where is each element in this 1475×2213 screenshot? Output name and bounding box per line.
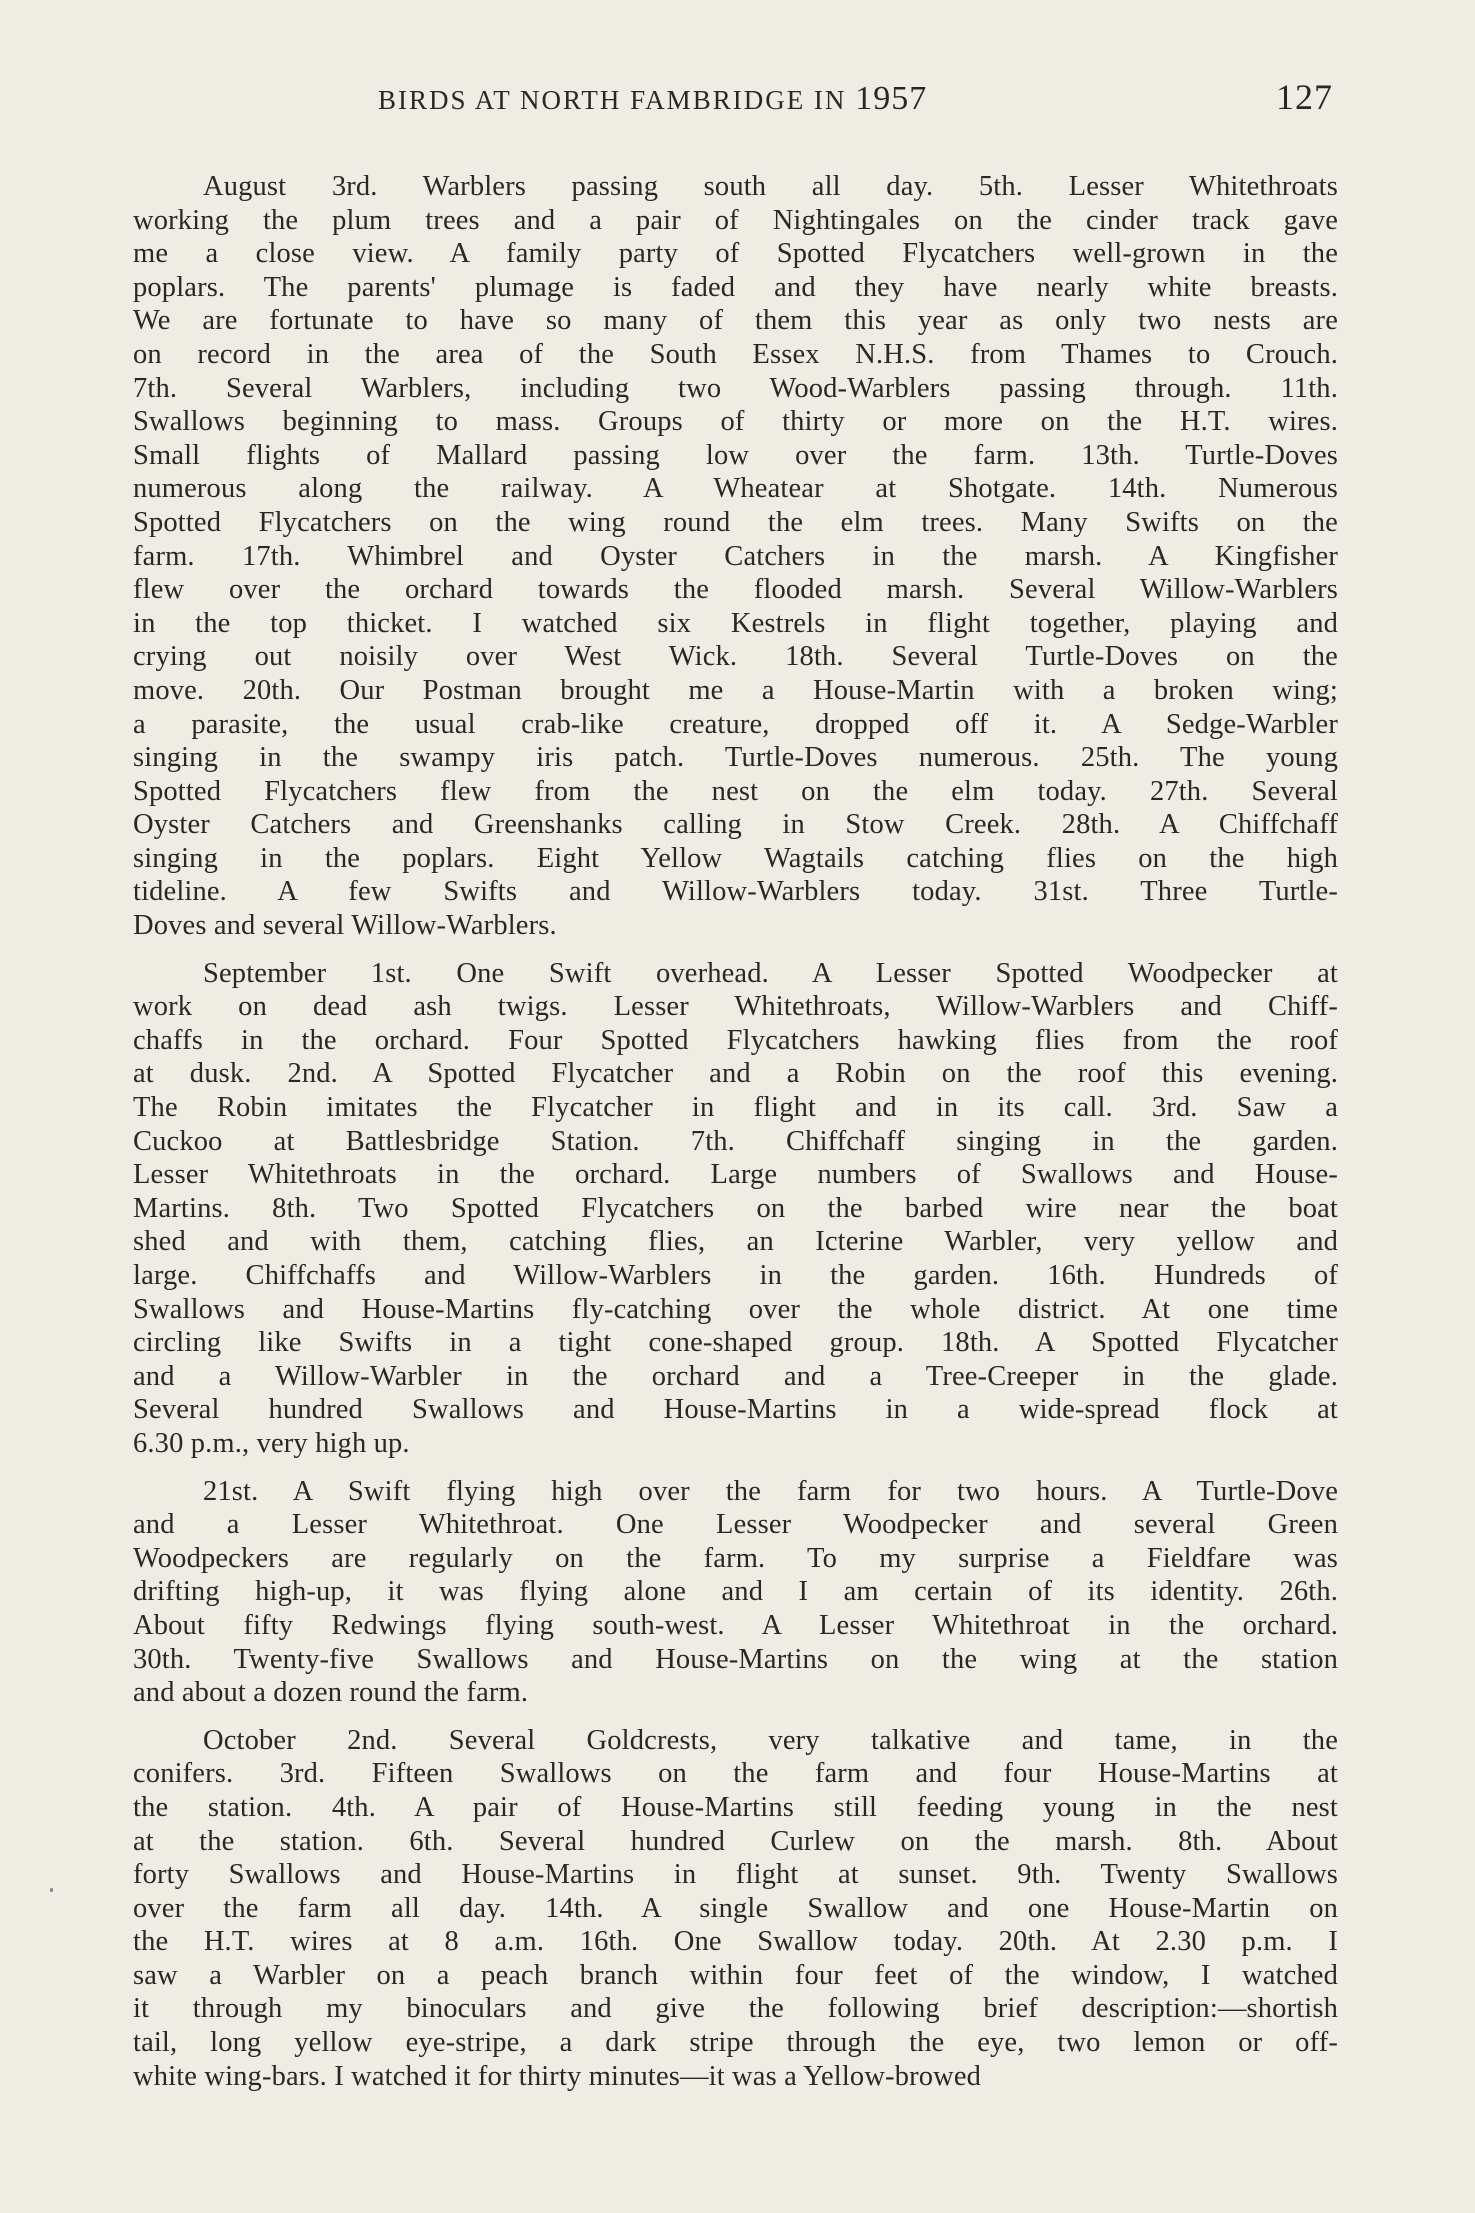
text-line: drifting high-up, it was flying alone and I am certain of its identity. 26th. — [133, 1576, 1338, 1608]
text-line: the station. 4th. A pair of House-Martins still feeding young in the nest — [133, 1791, 1338, 1823]
text-line: tideline. A few Swifts and Willow-Warblers today. 31st. Three Turtle- — [133, 876, 1338, 908]
body-text — [133, 170, 1338, 2107]
text-line: 7th. Several Warblers, including two Wood-Warblers passing through. 11th. — [133, 372, 1338, 404]
text-line: crying out noisily over West Wick. 18th. Several Turtle-Doves on the — [133, 641, 1338, 673]
text-line: September 1st. One Swift overhead. A Lesser Spotted Woodpecker at — [203, 957, 1338, 989]
text-line: move. 20th. Our Postman brought me a House-Martin with a broken wing; — [133, 674, 1338, 706]
text-line: Martins. 8th. Two Spotted Flycatchers on the barbed wire near the boat — [133, 1192, 1338, 1224]
text-line: over the farm all day. 14th. A single Swallow and one House-Martin on — [133, 1892, 1338, 1924]
text-line: numerous along the railway. A Wheatear at Shotgate. 14th. Numerous — [133, 473, 1338, 505]
text-line: singing in the swampy iris patch. Turtle-Doves numerous. 25th. The young — [133, 742, 1338, 774]
text-line: and a Lesser Whitethroat. One Lesser Woodpecker and several Green — [133, 1509, 1338, 1541]
text-line: The Robin imitates the Flycatcher in flight and in its call. 3rd. Saw a — [133, 1092, 1338, 1124]
text-line: circling like Swifts in a tight cone-shaped group. 18th. A Spotted Flycatcher — [133, 1327, 1338, 1359]
text-line: it through my binoculars and give the following brief description:—shortish — [133, 1993, 1338, 2025]
text-line: a parasite, the usual crab-like creature, dropped off it. A Sedge-Warbler — [133, 708, 1338, 740]
text-line: working the plum trees and a pair of Nightingales on the cinder track gave — [133, 204, 1338, 236]
text-line: About fifty Redwings flying south-west. A Lesser Whitethroat in the orchard. — [133, 1609, 1338, 1641]
text-line: Spotted Flycatchers on the wing round the elm trees. Many Swifts on the — [133, 506, 1338, 538]
text-line: flew over the orchard towards the flooded marsh. Several Willow-Warblers — [133, 574, 1338, 606]
text-line: Swallows beginning to mass. Groups of thirty or more on the H.T. wires. — [133, 406, 1338, 438]
text-line: singing in the poplars. Eight Yellow Wagtails catching flies on the high — [133, 842, 1338, 874]
running-head-year: 1957 — [855, 80, 928, 117]
text-line: Cuckoo at Battlesbridge Station. 7th. Chiffchaff singing in the garden. — [133, 1125, 1338, 1157]
paragraph — [133, 1475, 1338, 1710]
text-line: tail, long yellow eye-stripe, a dark stripe through the eye, two lemon or off- — [133, 2027, 1338, 2059]
text-line: 21st. A Swift flying high over the farm for two hours. A Turtle-Dove — [203, 1475, 1338, 1507]
running-head-title: BIRDS AT NORTH FAMBRIDGE IN — [378, 85, 847, 115]
text-line: Woodpeckers are regularly on the farm. To my surprise a Fieldfare was — [133, 1542, 1338, 1574]
text-line: 6.30 p.m., very high up. — [133, 1427, 410, 1459]
page-number: 127 — [1276, 77, 1333, 117]
text-line: the H.T. wires at 8 a.m. 16th. One Swallow today. 20th. At 2.30 p.m. I — [133, 1926, 1338, 1958]
paragraph — [133, 170, 1338, 943]
text-line: work on dead ash twigs. Lesser Whitethroats, Willow-Warblers and Chiff- — [133, 991, 1338, 1023]
text-line: conifers. 3rd. Fifteen Swallows on the farm and four House-Martins at — [133, 1758, 1338, 1790]
text-line: farm. 17th. Whimbrel and Oyster Catchers in the marsh. A Kingfisher — [133, 540, 1338, 572]
text-line: 30th. Twenty-five Swallows and House-Martins on the wing at the station — [133, 1643, 1338, 1675]
margin-speck — [50, 1888, 53, 1892]
text-line: August 3rd. Warblers passing south all day. 5th. Lesser Whitethroats — [203, 171, 1338, 202]
text-line: and a Willow-Warbler in the orchard and a Tree-Creeper in the glade. — [133, 1360, 1338, 1392]
text-line: Swallows and House-Martins fly-catching over the whole district. At one time — [133, 1293, 1338, 1325]
text-line: Several hundred Swallows and House-Martins in a wide-spread flock at — [133, 1394, 1338, 1426]
text-line: Lesser Whitethroats in the orchard. Large numbers of Swallows and House- — [133, 1159, 1338, 1191]
text-line: Oyster Catchers and Greenshanks calling in Stow Creek. 28th. A Chiffchaff — [133, 809, 1338, 841]
text-line: shed and with them, catching flies, an Icterine Warbler, very yellow and — [133, 1226, 1338, 1258]
text-line: Spotted Flycatchers flew from the nest on the elm today. 27th. Several — [133, 775, 1338, 807]
text-line: saw a Warbler on a peach branch within four feet of the window, I watched — [133, 1959, 1338, 1991]
text-line: and about a dozen round the farm. — [133, 1677, 529, 1709]
text-line: in the top thicket. I watched six Kestrels in flight together, playing and — [133, 607, 1338, 639]
text-line: at dusk. 2nd. A Spotted Flycatcher and a Robin on the roof this evening. — [133, 1058, 1338, 1090]
paragraph — [133, 1724, 1338, 2094]
text-line: me a close view. A family party of Spotted Flycatchers well-grown in the — [133, 238, 1338, 270]
text-line: Small flights of Mallard passing low over the farm. 13th. Turtle-Doves — [133, 439, 1338, 471]
running-head — [378, 80, 927, 118]
text-line: white wing-bars. I watched it for thirty minutes—it was a Yellow-browed — [133, 2060, 982, 2092]
text-line: at the station. 6th. Several hundred Curlew on the marsh. 8th. About — [133, 1825, 1338, 1857]
text-line: forty Swallows and House-Martins in flight at sunset. 9th. Twenty Swallows — [133, 1859, 1338, 1891]
paragraph — [133, 957, 1338, 1461]
text-line: on record in the area of the South Essex N.H.S. from Thames to Crouch. — [133, 338, 1338, 370]
text-line: poplars. The parents' plumage is faded and they have nearly white breasts. — [133, 271, 1338, 303]
text-line: Doves and several Willow-Warblers. — [133, 910, 557, 942]
text-line: chaffs in the orchard. Four Spotted Flycatchers hawking flies from the roof — [133, 1024, 1338, 1056]
text-line: large. Chiffchaffs and Willow-Warblers in the garden. 16th. Hundreds of — [133, 1260, 1338, 1291]
text-line: We are fortunate to have so many of them this year as only two nests are — [133, 305, 1338, 337]
text-line: October 2nd. Several Goldcrests, very talkative and tame, in the — [203, 1724, 1338, 1756]
